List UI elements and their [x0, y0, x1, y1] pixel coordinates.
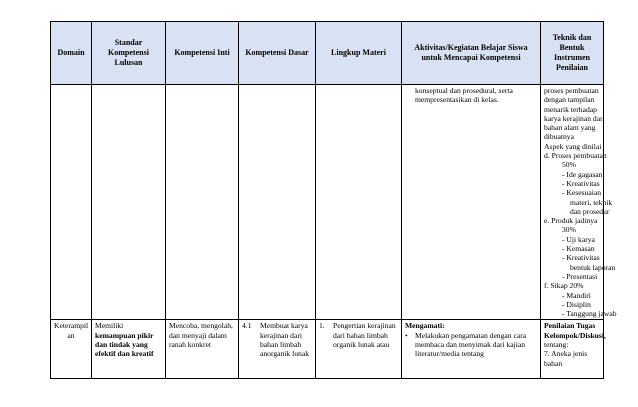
aspek-d-heading: d. Proses pembuatan — [544, 151, 607, 161]
standar-bold-text: kemampuan pikir dan tindak yang efektif dan kreatif — [95, 330, 154, 359]
aspek-f-heading: f. Sikap 20% — [544, 281, 584, 291]
cell-standar — [92, 320, 166, 379]
teknik-line: Aspek yang dinilai — [544, 141, 602, 151]
materi-item — [319, 321, 398, 349]
materi-text: Pengertian kerajinan dari bahan limbah organik lunak atau — [333, 321, 396, 350]
cell-materi-empty — [316, 85, 402, 320]
teknik-sub: tentang: — [544, 340, 569, 350]
aspek-e-item: - Kreativitas — [562, 253, 600, 263]
cell-ki-empty — [166, 85, 239, 320]
teknik-title: Penilaian Tugas Kelompok/Diskusi, — [544, 321, 606, 340]
aspek-f-item: - Disiplin — [562, 299, 591, 309]
kd-number: 4.1 — [242, 321, 252, 331]
teknik-line: karya kerajinan dari — [544, 113, 605, 123]
cell-aktivitas-continued — [402, 85, 541, 320]
cell-kd-empty — [239, 85, 316, 320]
aspek-d-percent: 50% — [562, 160, 576, 170]
standar-text: Memiliki — [95, 321, 124, 331]
header-domain: Domain — [51, 22, 92, 85]
header-standar: Standar Kompetensi Lulusan — [92, 22, 166, 85]
cell-aktivitas — [402, 320, 541, 379]
teknik-line: proses pembuatan — [544, 86, 599, 95]
continued-row — [51, 85, 604, 320]
cell-materi — [316, 320, 402, 379]
header-ki: Kompetensi Inti — [166, 22, 239, 85]
header-materi: Lingkup Materi — [316, 22, 402, 85]
teknik-line: bahan alam yang — [544, 123, 596, 133]
cell-domain: Keterampil an — [51, 320, 92, 379]
aktivitas-bullet-item — [405, 331, 537, 359]
aspek-e-item: - Presentasi — [562, 271, 598, 281]
aspek-e-percent: 30% — [562, 225, 576, 235]
header-kd: Kompetensi Dasar — [239, 22, 316, 85]
kd-item — [242, 321, 312, 358]
aktivitas-title: Mengamati: — [405, 321, 445, 331]
lesson-plan-table — [50, 21, 617, 379]
aktivitas-bullet-text: Melakukan pengamatan dengan cara membaca dan menyimak dari kajian literatur/media tentang — [415, 330, 527, 359]
bullet-icon: • — [405, 330, 408, 340]
cell-standar-empty — [92, 85, 166, 320]
aktivitas-continued-text: konseptual dan prosedural, serta mempresentasikan di kelas. — [415, 86, 513, 105]
aspek-e-item: - Kemasan — [562, 244, 595, 254]
cell-kd — [239, 320, 316, 379]
cell-domain-empty — [51, 85, 92, 320]
header-aktivitas: Aktivitas/Kegiatan Belajar Siswa untuk Mencapai Kompetensi — [402, 22, 541, 85]
aspek-d-item: dan prosedur — [570, 206, 610, 216]
cell-teknik — [541, 320, 604, 379]
cell-teknik-continued — [541, 85, 617, 320]
materi-number: 1. — [319, 321, 325, 331]
keterampilan-row — [51, 320, 604, 379]
aspek-e-item: - Uji karya — [562, 234, 595, 244]
aspek-f-item: - Tanggung jawab — [562, 309, 617, 319]
teknik-line: dengan tampilan — [544, 95, 595, 105]
aspek-d-item: - Kreativitas — [562, 178, 600, 188]
header-teknik: Teknik dan Bentuk Instrumen Penilaian — [541, 22, 604, 85]
aspek-d-item: - Kesesuaian — [562, 188, 602, 198]
aspek-d-item: materi, teknik — [570, 197, 613, 207]
teknik-line: menarik terhadap — [544, 104, 597, 114]
header-row — [51, 22, 604, 85]
cell-ki: Mencoba, mengolah, dan menyaji dalam ranah konkret — [166, 320, 239, 379]
aspek-e-heading: e. Produk jadinya — [544, 216, 598, 226]
aspek-d-item: - Ide gagasan — [562, 169, 603, 179]
kd-text: Membuat karya kerajinan dari bahan limbah anorganik lunak — [260, 321, 309, 359]
teknik-line: dibuatnya — [544, 132, 574, 142]
aspek-e-item: bentuk laporan — [570, 262, 616, 272]
teknik-item: 7. Aneka jenis bahan — [544, 349, 588, 368]
aspek-f-item: - Mandiri — [562, 290, 591, 300]
